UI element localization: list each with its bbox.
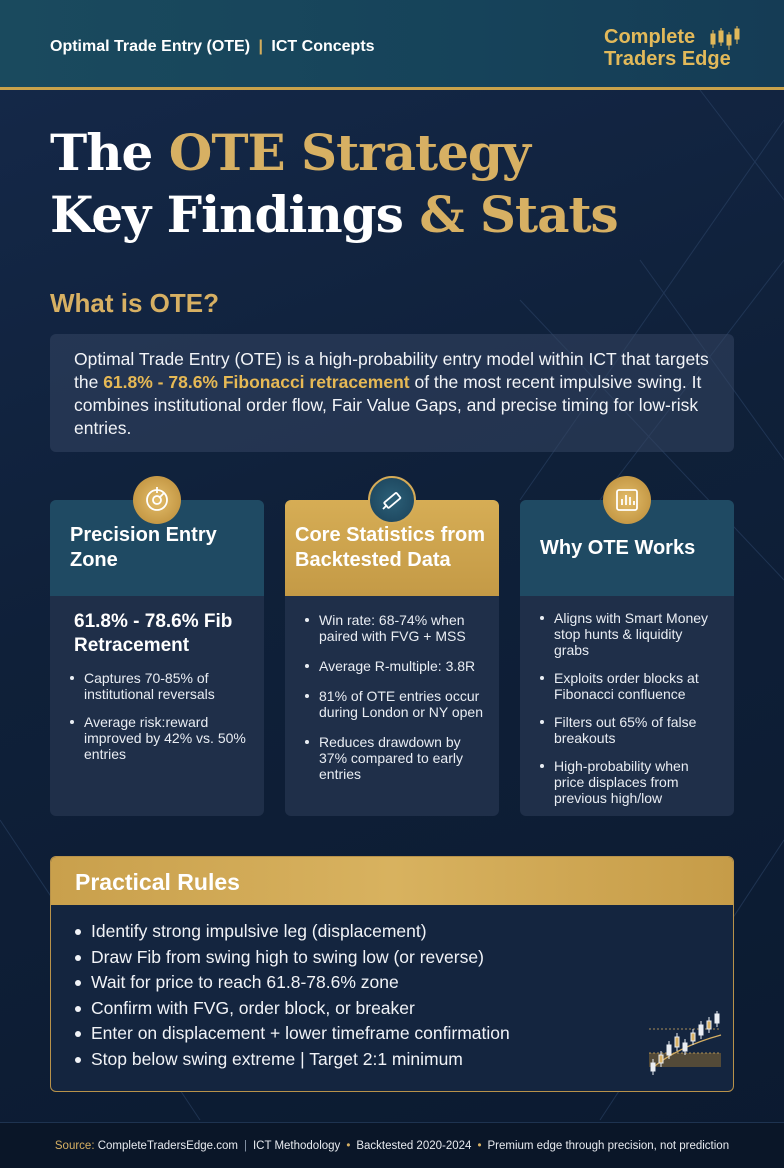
title-line1-white: The [50, 123, 169, 182]
card-title: Precision Entry Zone [50, 500, 264, 596]
list-item: High-probability when price displaces from previous high/low [536, 758, 718, 806]
list-item: Exploits order blocks at Fibonacci confluence [536, 670, 718, 702]
logo-line2: Traders Edge [604, 48, 731, 70]
footer-source-label: Source: [54, 1139, 95, 1152]
what-is-heading: What is OTE? [50, 288, 219, 318]
list-item: Reduces drawdown by 37% compared to early entries [301, 734, 483, 782]
footer-tagline: Premium edge through precision, not prediction [487, 1139, 730, 1152]
brand-logo [604, 26, 744, 74]
card-why-ote-works [520, 500, 734, 816]
card-subtitle: 61.8% - 78.6% Fib Retracement [74, 611, 233, 656]
intro-box [50, 334, 734, 452]
card-precision-entry [50, 500, 264, 816]
header-bar [0, 0, 784, 90]
rule-item: Enter on displacement + lower timeframe confirmation [73, 1021, 733, 1047]
rules-heading: Practical Rules [51, 857, 733, 905]
title-line1-gold: OTE Strategy [168, 123, 530, 182]
header-title-sub: ICT Concepts [271, 38, 375, 55]
list-item: Average R-multiple: 3.8R [301, 658, 483, 674]
intro-text-2: of the most recent impulsive swing. It combines institutional order flow, Fair Value Gaps, and precise timing for low-risk entries. [74, 372, 702, 438]
intro-text-1: Optimal Trade Entry (OTE) is a high-probability entry model within ICT that targets the [74, 349, 709, 392]
pencil-chart-icon [368, 476, 416, 524]
header-title [50, 38, 375, 56]
footer-separator: | [243, 1139, 247, 1152]
footer-dot: • [346, 1139, 351, 1152]
list-item: 81% of OTE entries occur during London or NY open [301, 688, 483, 720]
rule-item: Stop below swing extreme | Target 2:1 minimum [73, 1047, 733, 1073]
title-line2-gold: & Stats [419, 185, 618, 244]
header-title-separator: | [258, 38, 263, 55]
target-icon [133, 476, 181, 524]
header-title-main: Optimal Trade Entry (OTE) [50, 38, 251, 55]
rule-item: Wait for price to reach 61.8-78.6% zone [73, 970, 733, 996]
card-title: Core Statistics from Backtested Data [285, 500, 499, 596]
practical-rules-panel [50, 856, 734, 1092]
title-line2-white: Key Findings [50, 185, 420, 244]
footer-dot: • [477, 1139, 482, 1152]
list-item: Captures 70-85% of institutional reversals [66, 670, 248, 702]
intro-highlight: 61.8% - 78.6% Fibonacci retracement [103, 372, 410, 392]
rule-item: Identify strong impulsive leg (displacement) [73, 919, 733, 945]
list-item: Average risk:reward improved by 42% vs. 50% entries [66, 714, 248, 762]
card-core-statistics [285, 500, 499, 816]
candlestick-logo-icon [708, 26, 740, 52]
page-title [50, 122, 618, 246]
list-item: Filters out 65% of false breakouts [536, 714, 718, 746]
footer-backtested: Backtested 2020-2024 [356, 1139, 472, 1152]
mini-candlestick-chart-icon [647, 1009, 723, 1079]
footer-bar [0, 1122, 784, 1168]
footer-source: CompleteTradersEdge.com [97, 1139, 238, 1152]
list-item: Aligns with Smart Money stop hunts & liquidity grabs [536, 610, 718, 658]
list-item: Win rate: 68-74% when paired with FVG + MSS [301, 612, 483, 644]
bar-chart-icon [603, 476, 651, 524]
card-title: Why OTE Works [520, 500, 734, 596]
rule-item: Draw Fib from swing high to swing low (or reverse) [73, 945, 733, 971]
logo-line1: Complete [604, 26, 696, 48]
rule-item: Confirm with FVG, order block, or breaker [73, 996, 733, 1022]
footer-methodology: ICT Methodology [252, 1139, 341, 1152]
